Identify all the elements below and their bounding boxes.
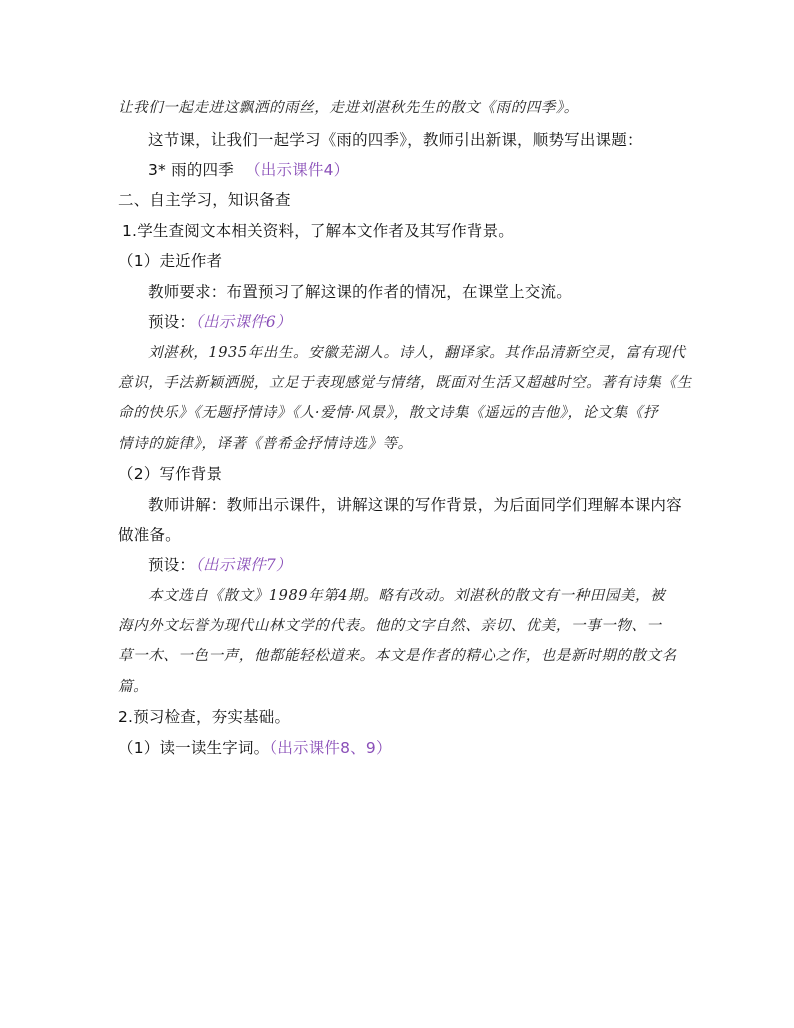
subheading-vocabulary [118,738,392,758]
author-bio-line: 意识，手法新颖洒脱，立足于表现感觉与情绪，既面对生活又超越时空。著有诗集《生 [118,375,692,391]
courseware-hint: （出示课件6） [195,313,292,331]
background-text-line: 篇。 [118,679,149,695]
preset-label: 预设： [148,313,196,331]
preset-label: 预设： [148,556,196,574]
step-1-research: 1.学生查阅文本相关资料，了解本文作者及其写作背景。 [122,222,514,240]
step-2-preview-check: 2.预习检查，夯实基础。 [118,708,291,726]
preset-line-author [148,312,292,332]
subheading-background: （2）写作背景 [118,465,223,483]
lesson-title-line [148,160,349,180]
lesson-title: 3* 雨的四季 [148,161,234,179]
background-text-line: 海内外文坛誉为现代山林文学的代表。他的文字自然、亲切、优美，一事一物、一 [118,618,662,634]
preset-line-background [148,555,292,575]
subheading-author: （1）走近作者 [118,252,223,270]
section-heading-self-study: 二、自主学习，知识备查 [118,191,291,209]
vocabulary-instruction: （1）读一读生字词。 [118,739,270,757]
author-bio-line: 命的快乐》《无题抒情诗》《人·爱情·风景》，散文诗集《遥远的吉他》，论文集《抒 [118,405,659,421]
courseware-hint: （出示课件8、9） [269,739,392,757]
courseware-hint: （出示课件7） [195,556,292,574]
background-text-line: 本文选自《散文》1989年第4期。略有改动。刘湛秋的散文有一种田园美，被 [148,588,666,604]
lesson-intro-paragraph: 这节课，让我们一起学习《雨的四季》，教师引出新课，顺势写出课题： [148,131,643,149]
teacher-requirement: 教师要求：布置预习了解这课的作者的情况，在课堂上交流。 [148,283,572,301]
author-bio-line: 情诗的旋律》，译著《普希金抒情诗选》等。 [118,436,413,452]
author-bio-line: 刘湛秋，1935年出生。安徽芜湖人。诗人，翻译家。其作品清新空灵，富有现代 [148,345,686,361]
teacher-explanation-line: 教师讲解：教师出示课件，讲解这课的写作背景，为后面同学们理解本课内容 [148,496,682,514]
teacher-explanation-line: 做准备。 [118,526,181,544]
courseware-hint: （出示课件4） [245,161,350,179]
background-text-line: 草一木、一色一声，他都能轻松道来。本文是作者的精心之作，也是新时期的散文名 [118,648,677,664]
intro-paragraph-tail: 让我们一起走进这飘洒的雨丝，走进刘湛秋先生的散文《雨的四季》。 [118,100,579,116]
